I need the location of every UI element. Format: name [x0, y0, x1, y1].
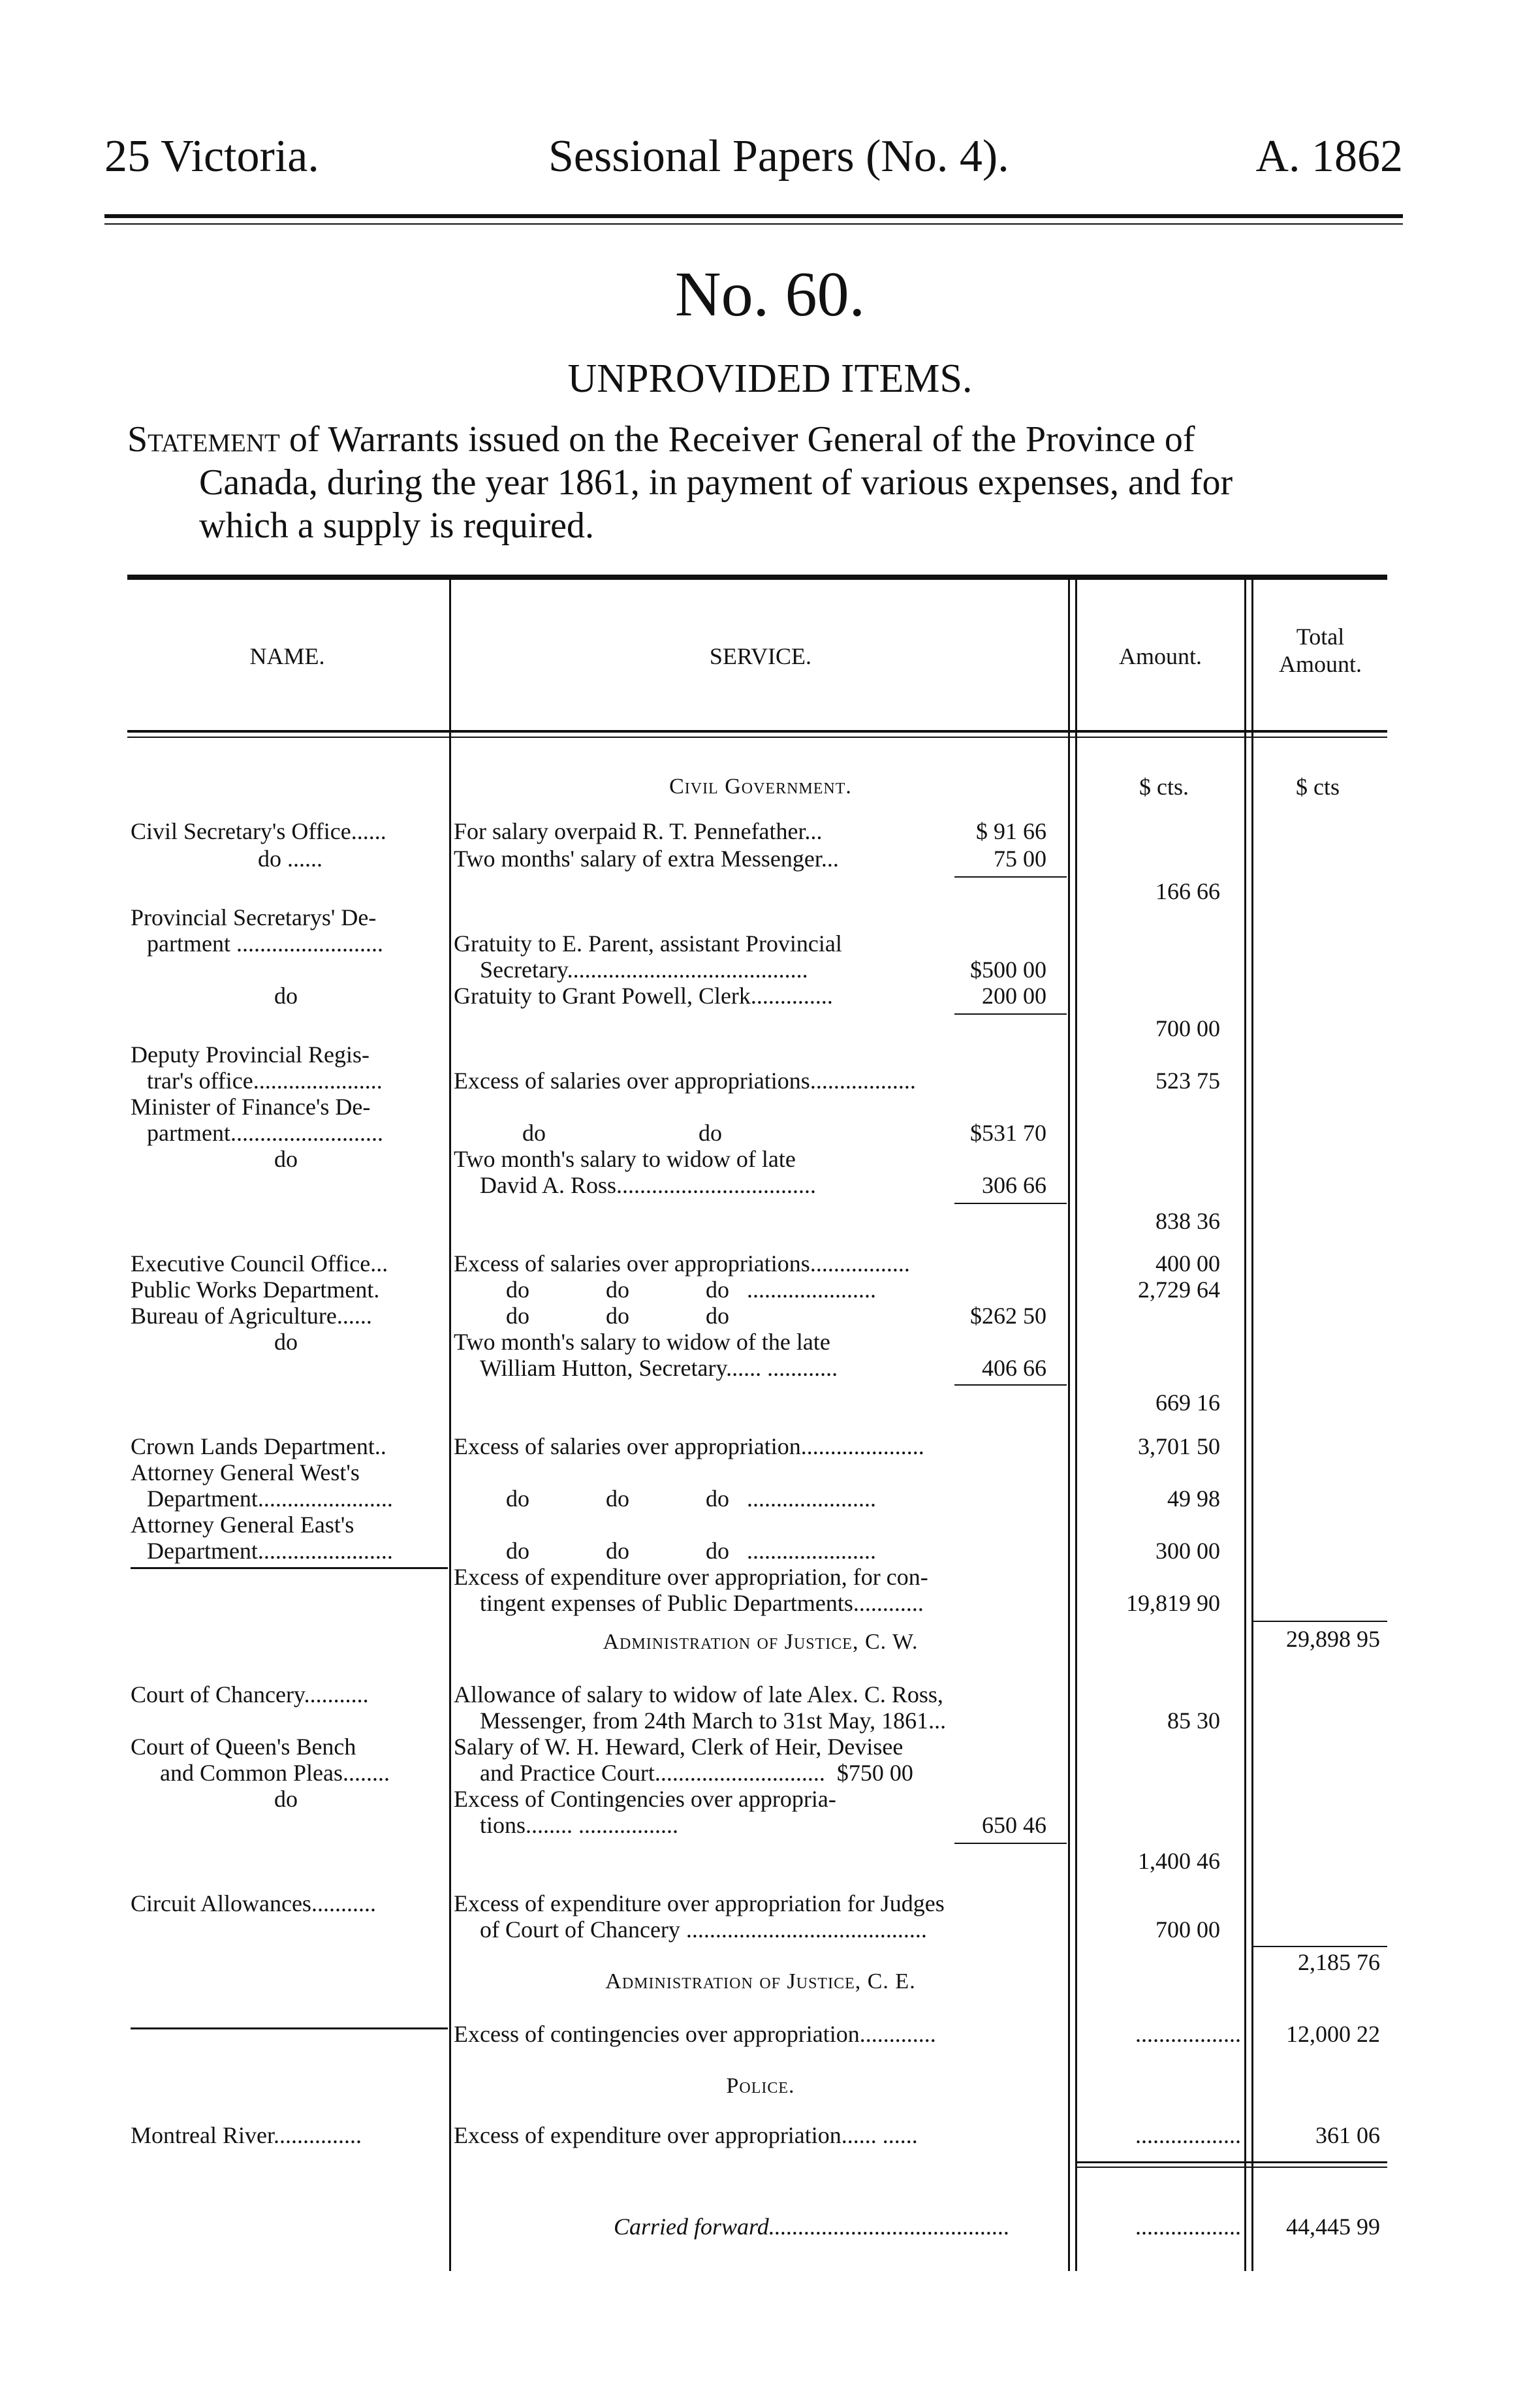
row-service-cont: of Court of Chancery .........................................	[480, 1916, 927, 1943]
header-rule-thin	[104, 223, 1403, 225]
row-service: Two month's salary to widow of late	[454, 1146, 796, 1172]
row-service: do do	[522, 1120, 722, 1146]
row-service-cont: and Practice Court............................. $750 00	[480, 1760, 913, 1786]
row-name: do	[274, 1146, 298, 1172]
document-number: No. 60.	[674, 259, 866, 330]
row-service: do do do	[506, 1303, 729, 1329]
row-service: For salary overpaid R. T. Pennefather...	[454, 818, 823, 844]
row-inner-amount: 406 66	[982, 1355, 1046, 1381]
row-service: Gratuity to E. Parent, assistant Provincial	[454, 930, 842, 957]
row-name: Court of Chancery...........	[131, 1681, 369, 1708]
statement-paragraph	[127, 418, 1407, 547]
statement-line-1: of Warrants issued on the Receiver General of the Province of	[279, 419, 1195, 460]
row-service-cont: tions........ .................	[480, 1812, 679, 1838]
row-name: Executive Council Office...	[131, 1250, 388, 1277]
row-amount: 669 16	[1155, 1390, 1220, 1416]
row-inner-amount: $500 00	[970, 957, 1046, 983]
subtotal-rule	[954, 1843, 1067, 1844]
row-name: do	[274, 1329, 298, 1355]
row-amount: ..................	[1135, 2021, 1241, 2047]
row-service: Excess of Contingencies over appropria-	[454, 1786, 836, 1812]
name-divider-rule	[131, 2027, 448, 2029]
row-service-cont: tingent expenses of Public Departments............	[480, 1590, 924, 1616]
row-inner-amount: $262 50	[970, 1303, 1046, 1329]
row-total: 361 06	[1315, 2122, 1380, 2148]
row-amount: 1,400 46	[1138, 1848, 1220, 1874]
row-amount: 85 30	[1167, 1708, 1220, 1734]
header-bottom-rule-2	[127, 737, 1387, 738]
row-service-cont: Messenger, from 24th March to 31st May, 1861...	[480, 1708, 947, 1734]
row-service: Gratuity to Grant Powell, Clerk..............	[454, 983, 833, 1009]
row-amount: 300 00	[1155, 1538, 1220, 1564]
row-inner-amount: $531 70	[970, 1120, 1046, 1146]
row-amount: ..................	[1135, 2122, 1241, 2148]
col-divider-service	[1068, 580, 1070, 2271]
name-divider-rule	[131, 1567, 448, 1569]
header-rule-thick	[104, 214, 1403, 218]
row-service-cont: David A. Ross..................................	[480, 1172, 817, 1198]
row-service: Two month's salary to widow of the late	[454, 1329, 830, 1355]
subtotal-rule	[954, 876, 1067, 878]
row-total: 29,898 95	[1286, 1626, 1380, 1652]
row-amount: 700 00	[1155, 1015, 1220, 1041]
row-name-cont: partment..........................	[147, 1120, 383, 1146]
row-amount: 400 00	[1155, 1250, 1220, 1277]
col-header-name: NAME.	[249, 643, 325, 669]
row-total: 12,000 22	[1286, 2021, 1380, 2047]
subtotal-rule	[954, 1203, 1067, 1204]
running-head-right: A. 1862	[1255, 131, 1403, 182]
row-name-cont: Department.......................	[147, 1485, 393, 1512]
col-divider-amount	[1244, 580, 1246, 2271]
row-name: Crown Lands Department..	[131, 1433, 386, 1459]
section-heading: Police.	[726, 2074, 795, 2098]
col-header-total-1: Total	[1296, 624, 1345, 650]
col-header-service: SERVICE.	[709, 643, 812, 669]
row-name: Circuit Allowances...........	[131, 1890, 376, 1916]
statement-line-3: which a supply is required.	[199, 505, 594, 546]
row-service: Excess of expenditure over appropriation, for con-	[454, 1564, 928, 1590]
row-name: Bureau of Agriculture......	[131, 1303, 372, 1329]
row-name: Attorney General East's	[131, 1512, 354, 1538]
col-header-amount: Amount.	[1118, 643, 1202, 669]
row-amount: 19,819 90	[1126, 1590, 1220, 1616]
row-name: Deputy Provincial Regis-	[131, 1041, 369, 1068]
row-total: 2,185 76	[1298, 1949, 1380, 1975]
row-name-cont: Department.......................	[147, 1538, 393, 1564]
final-rule-2	[1077, 2167, 1387, 2168]
subtotal-rule	[1253, 1946, 1387, 1947]
row-service: do do do ......................	[506, 1538, 876, 1564]
final-rule	[1077, 2161, 1387, 2163]
row-service: Allowance of salary to widow of late Alex. C. Ross,	[454, 1681, 943, 1708]
row-service: Excess of expenditure over appropriation...... ......	[454, 2122, 918, 2148]
row-amount: 700 00	[1155, 1916, 1220, 1943]
row-service-cont: Secretary.........................................	[480, 957, 808, 983]
row-name: Court of Queen's Bench	[131, 1734, 356, 1760]
table-top-rule	[127, 575, 1387, 580]
row-service: do do do ......................	[506, 1485, 876, 1512]
row-service-cont: William Hutton, Secretary...... ............	[480, 1355, 838, 1381]
row-name: do ......	[258, 846, 322, 872]
row-name: Minister of Finance's De-	[131, 1094, 371, 1120]
header-bottom-rule	[127, 730, 1387, 733]
running-head-center: Sessional Papers (No. 4).	[548, 131, 1009, 182]
running-head-left: 25 Victoria.	[104, 131, 319, 182]
row-service: do do do ......................	[506, 1277, 876, 1303]
row-name: do	[274, 1786, 298, 1812]
subtotal-rule	[954, 1013, 1067, 1015]
row-amount: 166 66	[1155, 878, 1220, 904]
row-name-cont: trar's office......................	[147, 1068, 383, 1094]
row-name-cont: and Common Pleas........	[160, 1760, 390, 1786]
row-service: Excess of contingencies over appropriation.............	[454, 2021, 936, 2047]
row-amount: 523 75	[1155, 1068, 1220, 1094]
document-title: UNPROVIDED ITEMS.	[567, 357, 973, 401]
statement-lead: Statement	[127, 419, 280, 460]
row-service: Excess of salaries over appropriation.....................	[454, 1433, 924, 1459]
currency-total: $ cts	[1296, 774, 1340, 800]
row-inner-amount: 75 00	[994, 846, 1046, 872]
row-service: Excess of expenditure over appropriation for Judges	[454, 1890, 945, 1916]
col-divider-service-2	[1075, 580, 1077, 2271]
row-name: do	[274, 983, 298, 1009]
currency-amount: $ cts.	[1139, 774, 1189, 800]
row-name-cont: partment .........................	[147, 930, 383, 957]
row-amount: 2,729 64	[1138, 1277, 1220, 1303]
row-amount: 838 36	[1155, 1208, 1220, 1234]
row-service: Two months' salary of extra Messenger...	[454, 846, 839, 872]
row-service: Excess of salaries over appropriations.................	[454, 1250, 910, 1277]
row-inner-amount: 306 66	[982, 1172, 1046, 1198]
row-name: Provincial Secretarys' De-	[131, 904, 377, 930]
statement-line-2: Canada, during the year 1861, in payment of various expenses, and for	[199, 462, 1233, 503]
section-heading: Civil Government.	[669, 774, 852, 799]
subtotal-rule	[954, 1384, 1067, 1386]
section-heading: Administration of Justice, C. E.	[605, 1969, 916, 1994]
subtotal-rule	[1253, 1621, 1387, 1622]
row-name: Attorney General West's	[131, 1459, 360, 1485]
row-inner-amount: 650 46	[982, 1812, 1046, 1838]
row-name: Montreal River...............	[131, 2122, 362, 2148]
row-amount: 3,701 50	[1138, 1433, 1220, 1459]
col-divider-name	[449, 580, 451, 2271]
row-amount: ..................	[1135, 2214, 1241, 2240]
row-service: Salary of W. H. Heward, Clerk of Heir, Devisee	[454, 1734, 904, 1760]
carried-forward-label: Carried forward.........................................	[614, 2214, 1010, 2240]
row-inner-amount: 200 00	[982, 983, 1046, 1009]
col-header-total-2: Amount.	[1278, 651, 1362, 677]
section-heading: Administration of Justice, C. W.	[603, 1630, 919, 1654]
row-inner-amount: $ 91 66	[976, 818, 1046, 844]
row-amount: 49 98	[1167, 1485, 1220, 1512]
row-service: Excess of salaries over appropriations..................	[454, 1068, 916, 1094]
carried-forward-total: 44,445 99	[1286, 2214, 1380, 2240]
row-name: Public Works Department.	[131, 1277, 380, 1303]
col-divider-amount-2	[1251, 580, 1253, 2271]
row-name: Civil Secretary's Office......	[131, 818, 386, 844]
